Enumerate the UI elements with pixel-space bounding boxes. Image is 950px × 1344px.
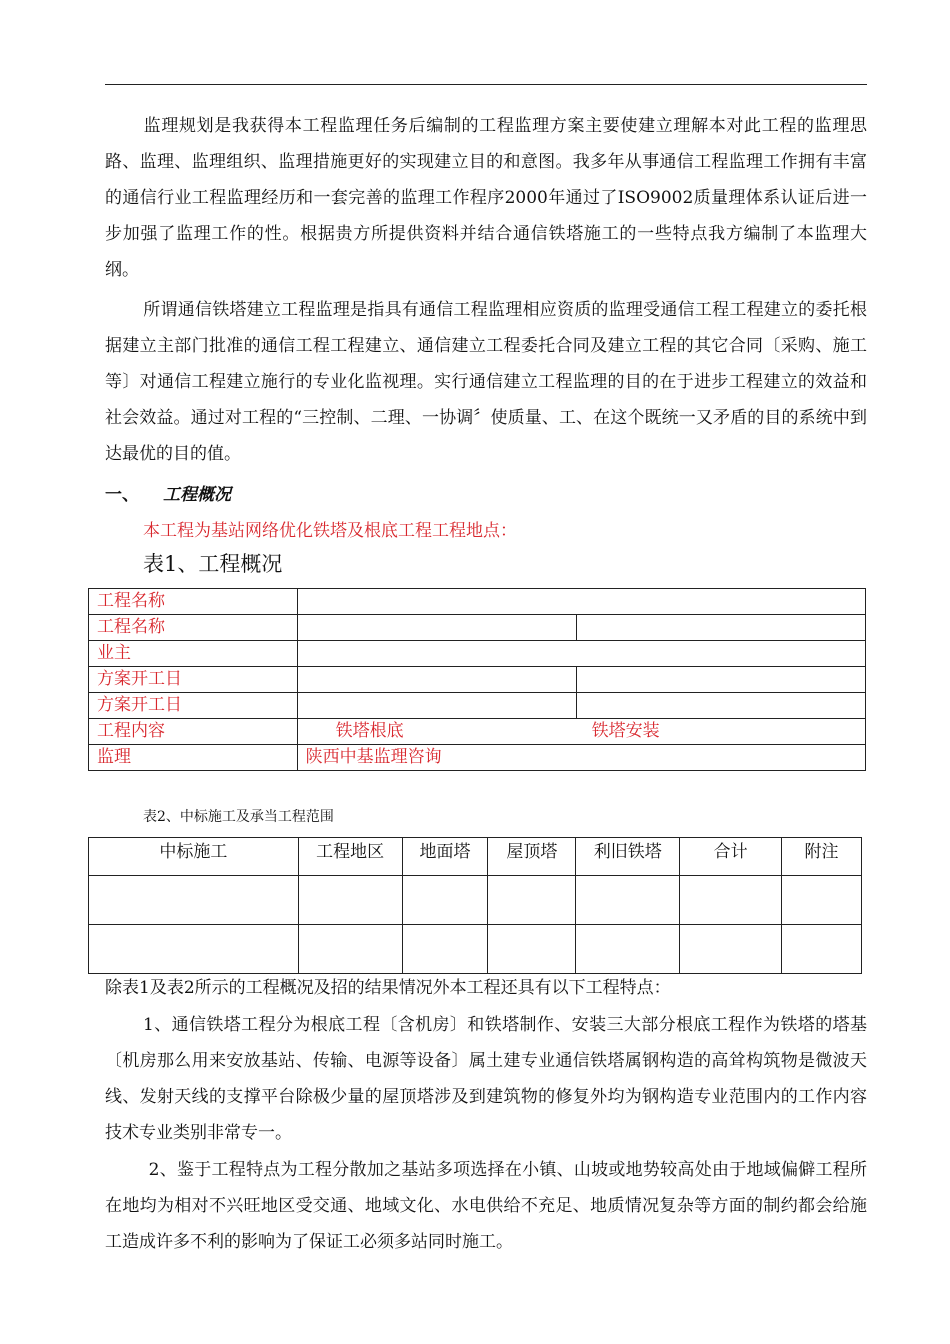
row-value: [297, 615, 577, 641]
header-cell: 利旧铁塔: [576, 838, 680, 876]
header-cell: 地面塔: [402, 838, 488, 876]
table-row: [89, 589, 866, 615]
header-rule: [105, 84, 867, 85]
header-cell: 中标施工: [89, 838, 299, 876]
header-cell: 附注: [782, 838, 862, 876]
table-row: [89, 667, 866, 693]
header-cell: 合计: [680, 838, 782, 876]
table2-caption: 表2、中标施工及承当工程范围: [143, 809, 334, 825]
header-cell: 工程地区: [298, 838, 402, 876]
table-cell: [782, 876, 862, 925]
table-cell: [488, 925, 576, 974]
row-label: 方案开工日: [89, 667, 298, 693]
row-label: 业主: [89, 641, 298, 667]
row-value: [297, 693, 577, 719]
row-label: 工程名称: [89, 589, 298, 615]
table-row: [89, 641, 866, 667]
table-cell: [488, 876, 576, 925]
table-cell: [298, 876, 402, 925]
row-value: [297, 641, 865, 667]
table-row: [89, 876, 862, 925]
project-overview-table: [88, 588, 866, 771]
table-row: [89, 615, 866, 641]
table-cell: [89, 925, 299, 974]
section-title: 工程概况: [163, 485, 231, 505]
row-value: [297, 589, 865, 615]
row-value: [577, 693, 866, 719]
table-cell: [576, 925, 680, 974]
intro-red-line: 本工程为基站网络优化铁塔及根底工程工程地点：: [143, 521, 517, 541]
section-heading: [105, 480, 231, 505]
table-row: [89, 719, 866, 745]
content-installation: 铁塔安装: [591, 721, 660, 741]
paragraph-3: 除表1及表2所示的工程概况及招的结果情况外本工程还具有以下工程特点：: [105, 978, 671, 998]
table-cell: [298, 925, 402, 974]
table-row: [89, 925, 862, 974]
table-header-row: [89, 838, 862, 876]
header-cell: 屋顶塔: [488, 838, 576, 876]
section-number: 一、: [105, 485, 139, 505]
row-value: [297, 667, 577, 693]
paragraph-4: 1、通信铁塔工程分为根底工程〔含机房〕和铁塔制作、安装三大部分根底工程作为铁塔的塔基〔机房那么用来安放基站、传输、电源等设备〕属土建专业通信铁塔属钢构造的高耸构筑物是微波天线、发射天线的支撑平台除极少量的屋顶塔涉及到建筑物的修复外均为钢构造专业范围内的工作内容技术专业类别非常专一。: [105, 1015, 867, 1143]
table1-caption: 表1、工程概况: [143, 552, 283, 576]
row-label: 监理: [89, 745, 298, 771]
table-cell: [402, 876, 488, 925]
table-cell: [576, 876, 680, 925]
table-cell: [680, 876, 782, 925]
row-value: [297, 719, 865, 745]
table-cell: [782, 925, 862, 974]
bid-scope-table: [88, 837, 862, 974]
row-value: [577, 667, 866, 693]
table-cell: [89, 876, 299, 925]
row-value: 陕西中基监理咨询: [297, 745, 865, 771]
table-row: [89, 693, 866, 719]
content-foundation: 铁塔根底: [335, 721, 404, 741]
paragraph-2: 所谓通信铁塔建立工程监理是指具有通信工程监理相应资质的监理受通信工程工程建立的委托根据建立主部门批准的通信工程工程建立、通信建立工程委托合同及建立工程的其它合同〔采购、施工等〕对通信工程建立施行的专业化监视理。实行通信建立工程监理的目的在于进步工程建立的效益和社会效益。通过对工程的“三控制、二理、一协调〞使质量、工、在这个既统一又矛盾的目的系统中到达最优的目的值。: [105, 300, 867, 464]
row-label: 方案开工日: [89, 693, 298, 719]
table-cell: [680, 925, 782, 974]
row-value: [577, 615, 866, 641]
table-cell: [402, 925, 488, 974]
paragraph-1: 监理规划是我获得本工程监理任务后编制的工程监理方案主要使建立理解本对此工程的监理思路、监理、监理组织、监理措施更好的实现建立目的和意图。我多年从事通信工程监理工作拥有丰富的通信行业工程监理经历和一套完善的监理工作程序2000年通过了ISO9002质量理体系认证后进一步加强了监理工作的性。根据贵方所提供资料并结合通信铁塔施工的一些特点我方编制了本监理大纲。: [105, 116, 867, 280]
paragraph-5: 2、鉴于工程特点为工程分散加之基站多项选择在小镇、山坡或地势较高处由于地域偏僻工程所在地均为相对不兴旺地区受交通、地域文化、水电供给不充足、地质情况复杂等方面的制约都会给施工造成许多不利的影响为了保证工必须多站同时施工。: [105, 1160, 867, 1252]
table-row: [89, 745, 866, 771]
row-label: 工程内容: [89, 719, 298, 745]
row-label: 工程名称: [89, 615, 298, 641]
